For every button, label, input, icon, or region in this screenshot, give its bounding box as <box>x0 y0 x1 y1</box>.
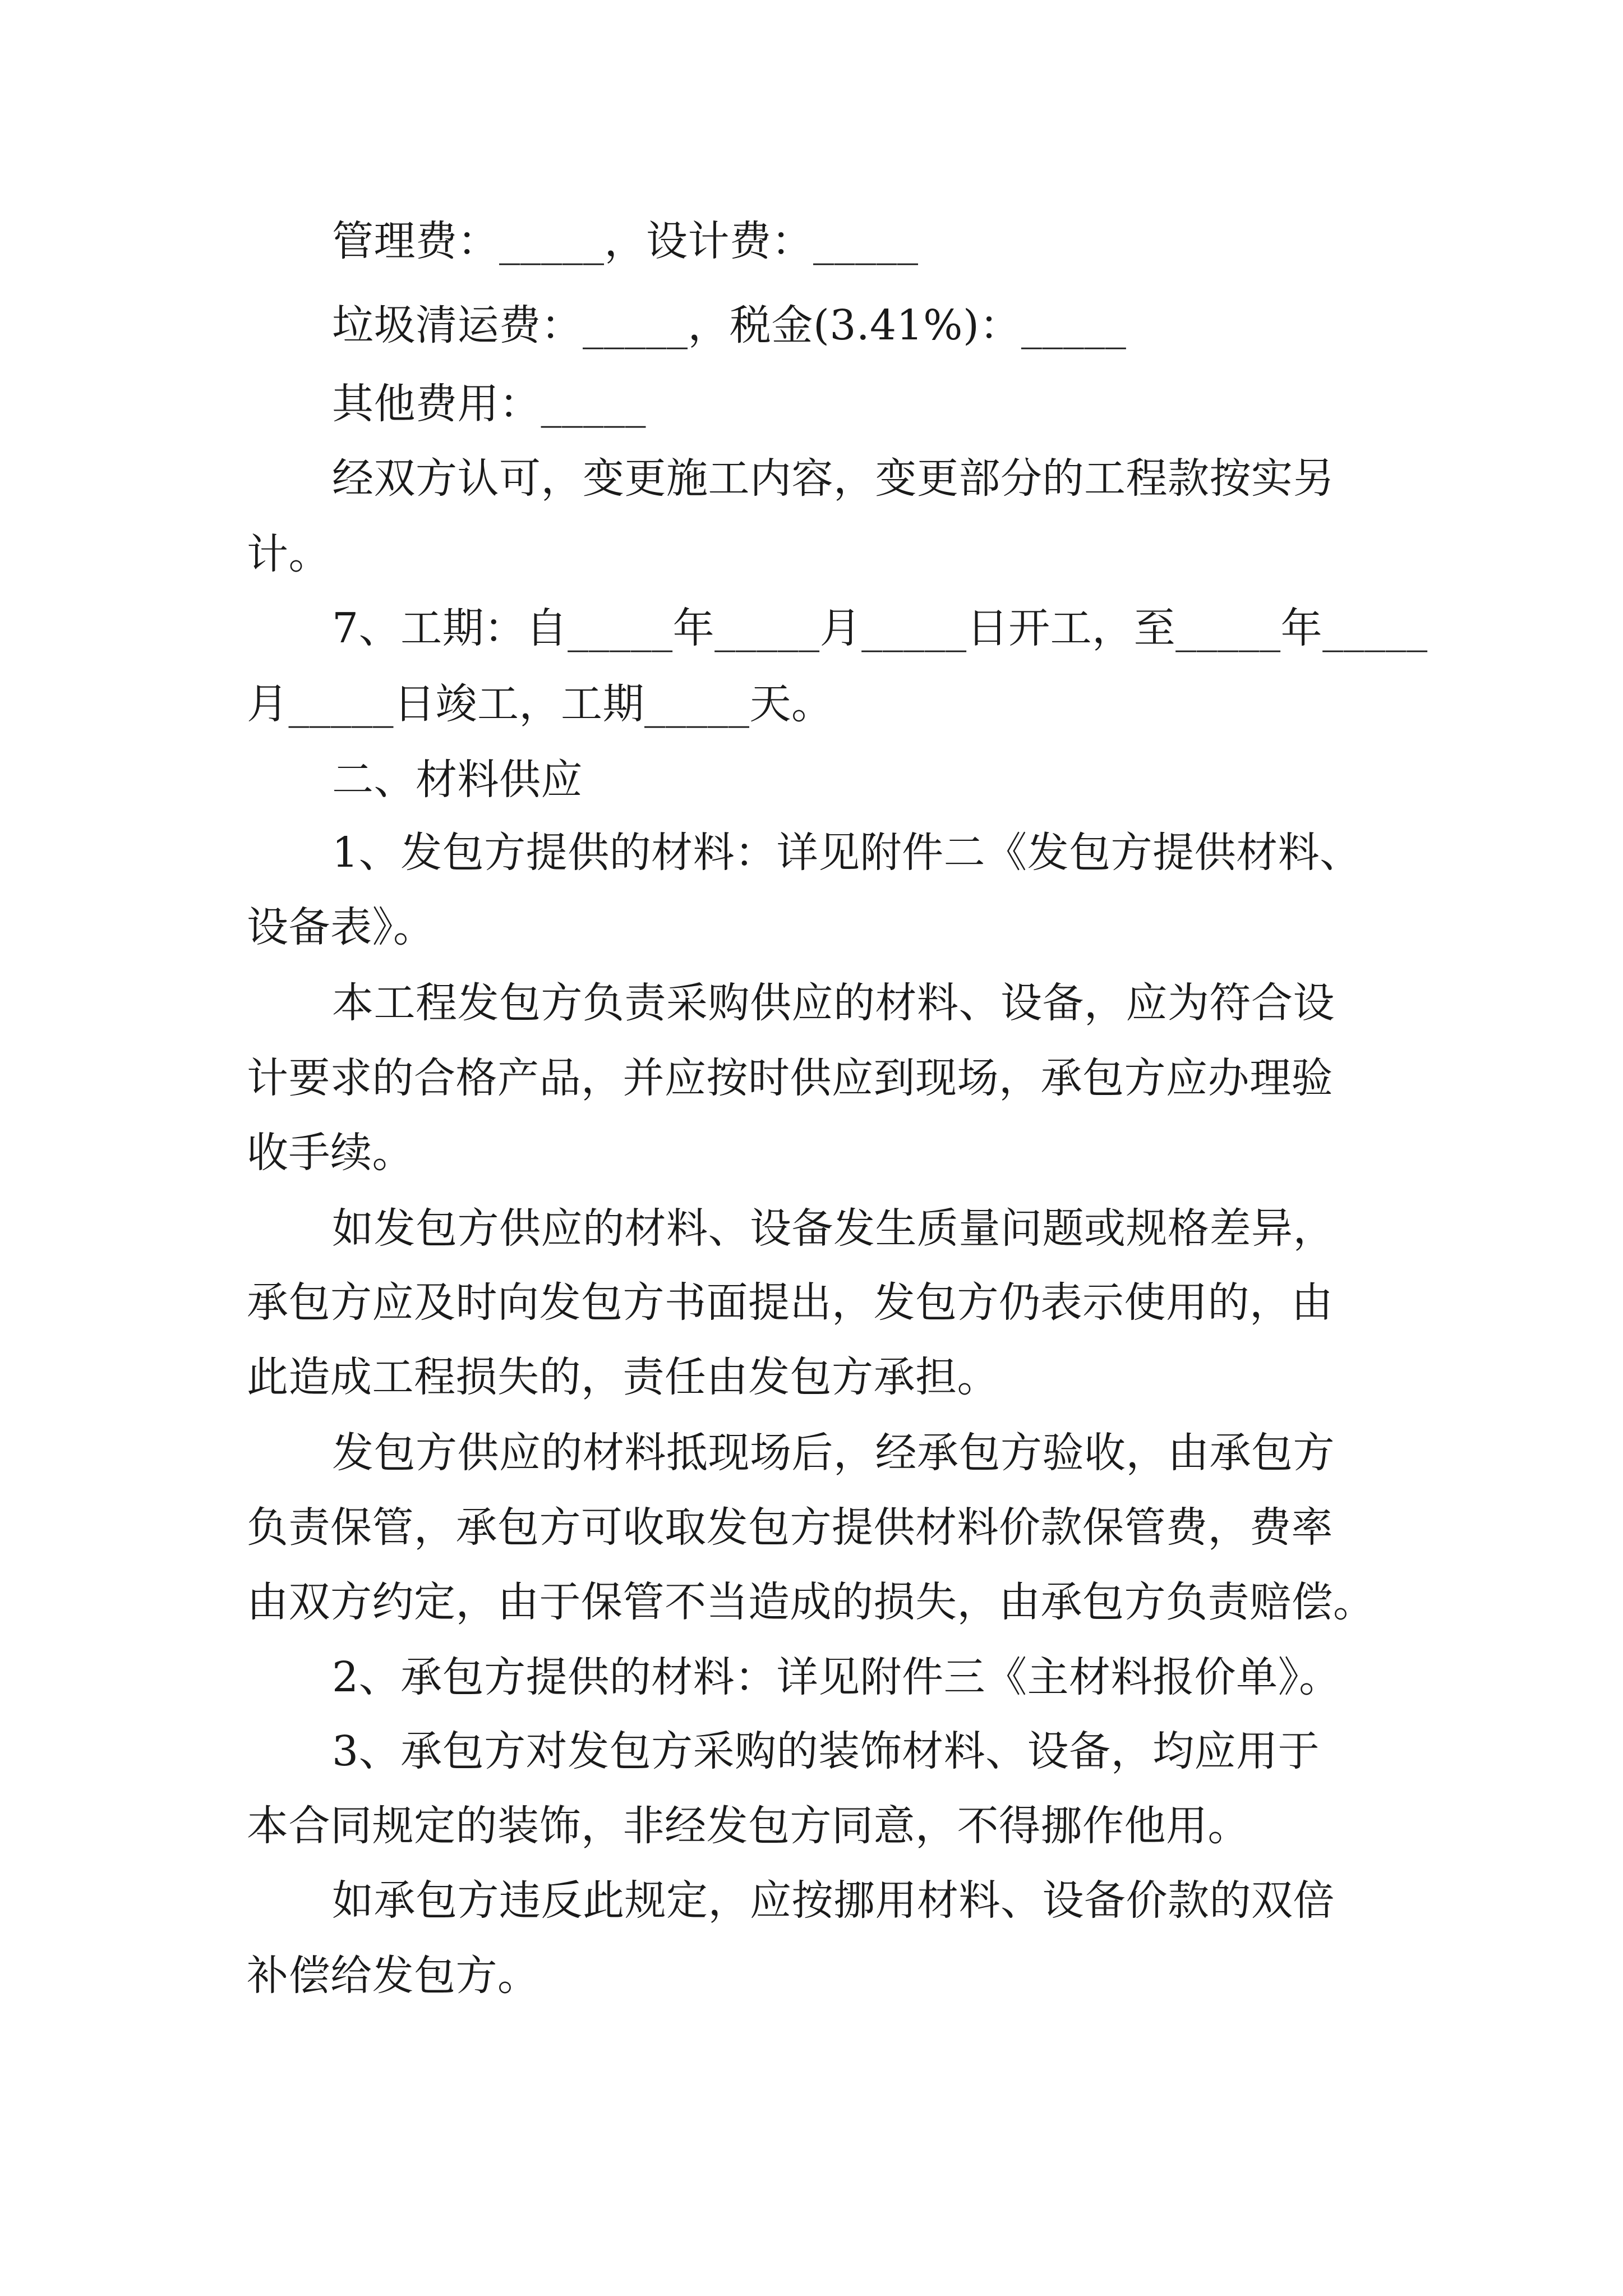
section-heading: 二、材料供应 <box>332 756 583 804</box>
fee-line-management-design: 管理费：_____，设计费：_____ <box>332 217 919 265</box>
paragraph-line: 如承包方违反此规定，应按挪用材料、设备价款的双倍 <box>332 1876 1335 1925</box>
paragraph-line: 计要求的合格产品，并应按时供应到现场，承包方应办理验 <box>247 1054 1333 1102</box>
paragraph-line: 本工程发包方负责采购供应的材料、设备，应为符合设 <box>332 979 1335 1027</box>
paragraph-line: 此造成工程损失的，责任由发包方承担。 <box>247 1353 999 1401</box>
fee-line-garbage-tax: 垃圾清运费：_____，税金(3.41%)：_____ <box>332 301 1127 349</box>
paragraph-line: 承包方应及时向发包方书面提出，发包方仍表示使用的，由 <box>247 1278 1333 1327</box>
paragraph-line: 计。 <box>247 530 330 578</box>
paragraph-line: 发包方供应的材料抵现场后，经承包方验收，由承包方 <box>332 1429 1335 1477</box>
paragraph-line: 由双方约定，由于保管不当造成的损失，由承包方负责赔偿。 <box>247 1578 1375 1626</box>
paragraph-line: 本合同规定的装饰，非经发包方同意，不得挪作他用。 <box>247 1802 1249 1850</box>
paragraph-line: 负责保管，承包方可收取发包方提供材料价款保管费，费率 <box>247 1503 1333 1552</box>
paragraph-line: 3、承包方对发包方采购的装饰材料、设备，均应用于 <box>332 1727 1320 1775</box>
duration-clause-line: 月_____日竣工，工期_____天。 <box>247 680 833 728</box>
paragraph-line: 2、承包方提供的材料：详见附件三《主材料报价单》。 <box>332 1653 1341 1701</box>
duration-clause-line: 7、工期：自_____年_____月_____日开工，至_____年_____ <box>332 604 1428 652</box>
fee-line-other: 其他费用：_____ <box>332 380 646 428</box>
paragraph-line: 经双方认可，变更施工内容，变更部分的工程款按实另 <box>332 454 1335 503</box>
paragraph-line: 设备表》。 <box>247 903 435 951</box>
paragraph-line: 1、发包方提供的材料：详见附件二《发包方提供材料、 <box>332 829 1362 877</box>
paragraph-line: 收手续。 <box>247 1129 414 1177</box>
paragraph-line: 如发包方供应的材料、设备发生质量问题或规格差异， <box>332 1204 1335 1253</box>
paragraph-line: 补偿给发包方。 <box>247 1952 540 2000</box>
